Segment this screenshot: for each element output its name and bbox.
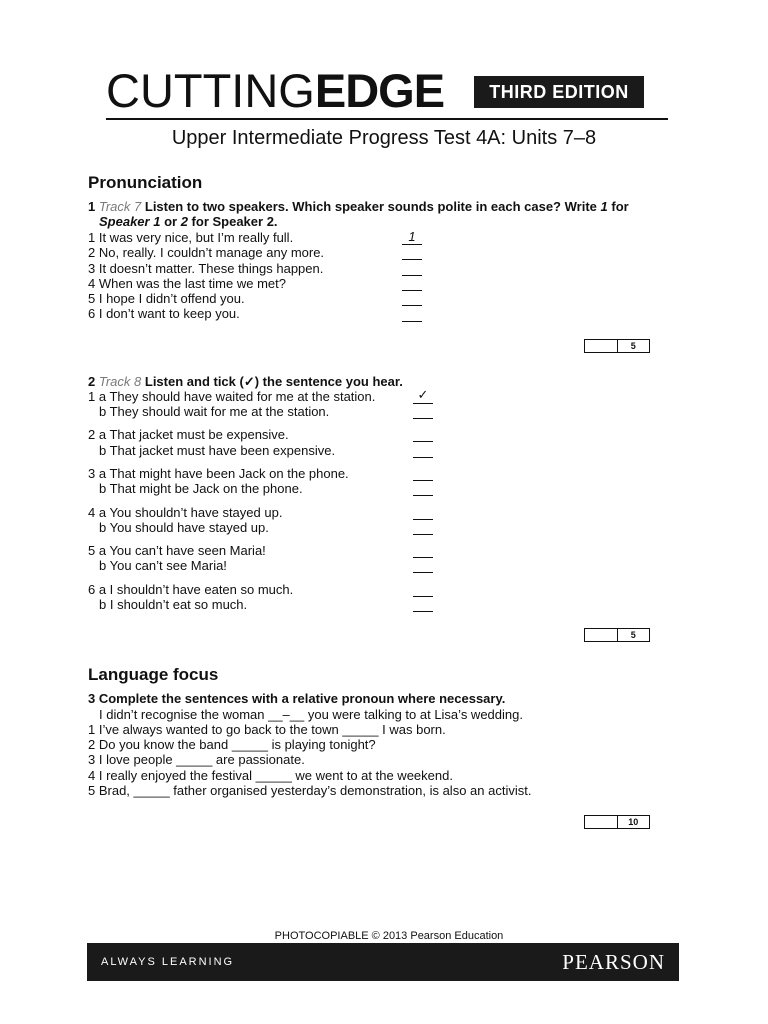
ex2-option-a: 5 a You can’t have seen Maria! [88,543,266,558]
tick-mark: ✓ [417,387,429,402]
ex3-item: 1 I’ve always wanted to go back to the town _____ I was born. [88,722,446,737]
exercise-2-instruction: 2 Track 8 Listen and tick (✓) the sentence you hear. [88,374,403,389]
exercise-1-instruction: 1 Track 7 Listen to two speakers. Which speaker sounds polite in each case? Write 1 for [88,199,629,214]
footer-bar [87,943,679,981]
answer-blank[interactable] [402,305,422,306]
ex3-item: 3 I love people _____ are passionate. [88,752,305,767]
answer-blank[interactable] [413,611,433,612]
header-rule [106,118,668,120]
ex1-item: 6 I don’t want to keep you. [88,306,240,321]
ex2-option-b: b I shouldn’t eat so much. [99,597,248,612]
exercise-1-instruction-cont: Speaker 1 or 2 for Speaker 2. [99,214,278,229]
answer-blank[interactable] [413,534,433,535]
ex2-option-a: 2 a That jacket must be expensive. [88,427,289,442]
copyright-notice: PHOTOCOPIABLE © 2013 Pearson Education [274,930,504,942]
page-title: Upper Intermediate Progress Test 4A: Units 7–8 [171,127,597,149]
ex2-option-b: b You can’t see Maria! [99,558,227,573]
brand-light: CUTTING [106,64,315,117]
answer-blank[interactable] [413,480,433,481]
ex1-answer: 1 [408,229,416,244]
ex3-item: 4 I really enjoyed the festival _____ we went to at the weekend. [88,768,453,783]
exercise-3-instruction: 3 Complete the sentences with a relative pronoun where necessary. [88,691,506,706]
answer-blank[interactable] [413,495,433,496]
publisher-logo: PEARSON [562,950,665,974]
answer-blank[interactable] [413,418,433,419]
ex2-option-b: b That jacket must have been expensive. [99,443,336,458]
ex1-item: 2 No, really. I couldn’t manage any more. [88,245,325,260]
ex3-item: 2 Do you know the band _____ is playing tonight? [88,737,376,752]
ex3-item: 5 Brad, _____ father organised yesterday’s demonstration, is also an activist. [88,783,532,798]
score-box-ex1: 5 [584,339,650,353]
brand-bold: EDGE [314,64,445,117]
ex2-option-b: b They should wait for me at the station. [99,404,330,419]
edition-badge: THIRD EDITION [474,76,644,108]
answer-blank[interactable] [413,457,433,458]
ex1-item: 1 It was very nice, but I’m really full. [88,230,294,245]
ex2-option-b: b That might be Jack on the phone. [99,481,303,496]
brand-logo [106,64,445,117]
ex2-option-a: 4 a You shouldn’t have stayed up. [88,505,283,520]
ex1-item: 5 I hope I didn’t offend you. [88,291,245,306]
answer-blank[interactable] [402,259,422,260]
answer-blank[interactable] [413,519,433,520]
answer-blank[interactable] [413,572,433,573]
answer-blank[interactable] [413,403,433,404]
score-box-ex2: 5 [584,628,650,642]
ex2-option-b: b You should have stayed up. [99,520,269,535]
answer-blank[interactable] [402,244,422,245]
answer-blank[interactable] [402,275,422,276]
footer-slogan: ALWAYS LEARNING [101,956,235,968]
answer-blank[interactable] [413,557,433,558]
ex1-item: 3 It doesn’t matter. These things happen. [88,261,324,276]
score-box-ex3: 10 [584,815,650,829]
answer-blank[interactable] [413,441,433,442]
answer-blank[interactable] [402,321,422,322]
ex2-option-a: 6 a I shouldn’t have eaten so much. [88,582,294,597]
ex2-option-a: 3 a That might have been Jack on the phone. [88,466,349,481]
ex3-example: I didn’t recognise the woman __–__ you were talking to at Lisa’s wedding. [99,707,523,722]
answer-blank[interactable] [413,596,433,597]
ex2-option-a: 1 a They should have waited for me at the station. [88,389,376,404]
section-heading-pronunciation: Pronunciation [88,173,203,192]
section-heading-language-focus: Language focus [88,665,219,684]
answer-blank[interactable] [402,290,422,291]
ex1-item: 4 When was the last time we met? [88,276,286,291]
